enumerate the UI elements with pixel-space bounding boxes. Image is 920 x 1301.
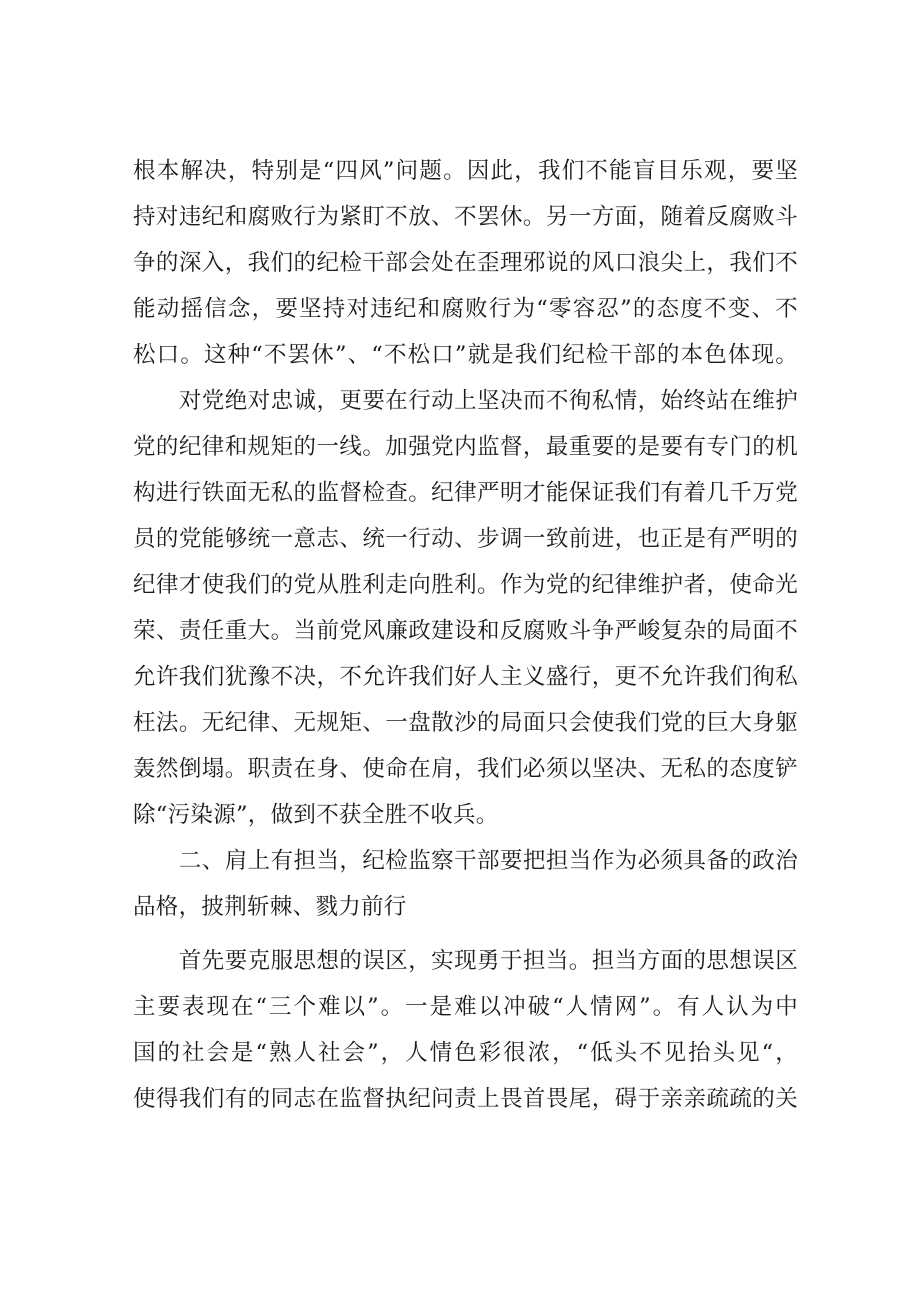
text-line: 对党绝对忠诚，更要在行动上坚决而不徇私情，始终站在维护 [133,388,798,414]
text-line: 党的纪律和规矩的一线。加强党内监督，最重要的是要有专门的机 [133,434,798,460]
text-line: 能动摇信念，要坚持对违纪和腐败行为“零容忍”的态度不变、不 [133,296,798,322]
text-line: 使得我们有的同志在监督执纪问责上畏首畏尾，碍于亲亲疏疏的关 [133,1086,798,1112]
text-line: 员的党能够统一意志、统一行动、步调一致前进，也正是有严明的 [133,526,798,552]
document-body [133,148,798,1122]
paragraph-2 [133,378,798,838]
text-line: 枉法。无纪律、无规矩、一盘散沙的局面只会使我们党的巨大身躯 [133,710,798,736]
section-heading [133,838,798,930]
paragraph-3 [133,938,798,1122]
text-line: 除“污染源”，做到不获全胜不收兵。 [133,802,499,828]
paragraph-spacer [133,930,798,938]
heading-line: 品格，披荆斩棘、戮力前行 [133,894,407,920]
text-line: 轰然倒塌。职责在身、使命在肩，我们必须以坚决、无私的态度铲 [133,756,798,782]
text-line: 持对违纪和腐败行为紧盯不放、不罢休。另一方面，随着反腐败斗 [133,204,798,230]
text-line: 争的深入，我们的纪检干部会处在歪理邪说的风口浪尖上，我们不 [133,250,798,276]
text-line: 主要表现在“三个难以”。一是难以冲破“人情网”。有人认为中 [133,994,798,1020]
text-line: 纪律才使我们的党从胜利走向胜利。作为党的纪律维护者，使命光 [133,572,798,598]
text-line: 松口。这种“不罢休”、“不松口”就是我们纪检干部的本色体现。 [133,342,798,368]
heading-line: 二、肩上有担当，纪检监察干部要把担当作为必须具备的政治 [133,848,798,874]
text-line: 荣、责任重大。当前党风廉政建设和反腐败斗争严峻复杂的局面不 [133,618,798,644]
text-line: 国的社会是“熟人社会”，人情色彩很浓，“低头不见抬头见“， [133,1040,798,1066]
text-line: 允许我们犹豫不决，不允许我们好人主义盛行，更不允许我们徇私 [133,664,798,690]
text-line: 首先要克服思想的误区，实现勇于担当。担当方面的思想误区 [133,948,798,974]
text-line: 根本解决，特别是“四风”问题。因此，我们不能盲目乐观，要坚 [133,158,798,184]
text-line: 构进行铁面无私的监督检查。纪律严明才能保证我们有着几千万党 [133,480,798,506]
paragraph-1 [133,148,798,378]
